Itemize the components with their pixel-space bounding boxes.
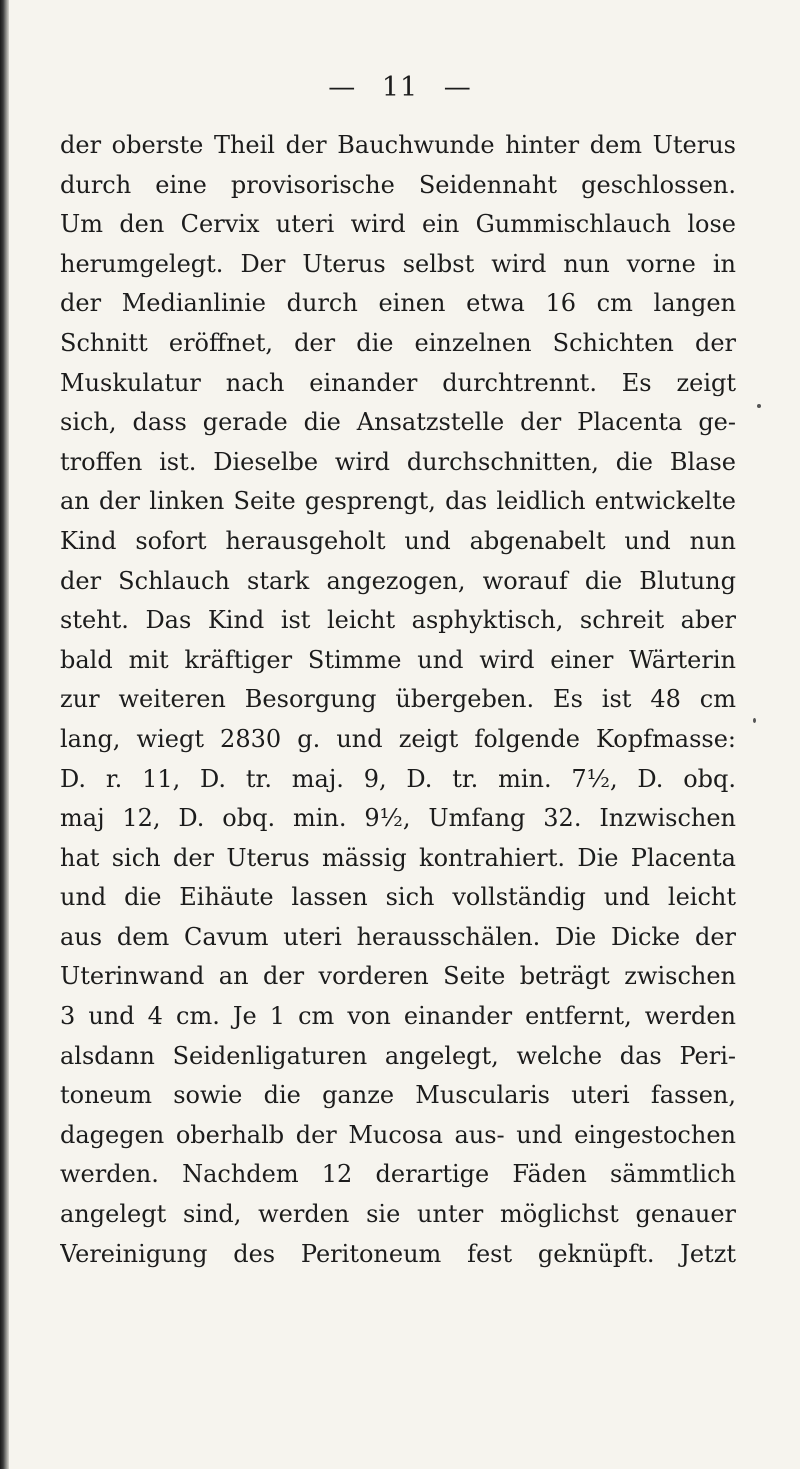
text-line: troffen ist. Dieselbe wird durchschnitten, die Blase — [60, 447, 736, 476]
text-line: hat sich der Uterus mässig kontrahiert. Die Placenta — [60, 843, 736, 872]
text-line: 3 und 4 cm. Je 1 cm von einander entfernt, werden — [60, 1002, 736, 1031]
page-number: 11 — [381, 72, 419, 103]
header-dash-left: — — [328, 72, 357, 103]
text-line: Kind sofort herausgeholt und abgenabelt und nun — [60, 526, 736, 555]
text-line: der Medianlinie durch einen etwa 16 cm langen — [60, 289, 736, 318]
text-line: maj 12, D. obq. min. 9½, Umfang 32. Inzwischen — [60, 804, 736, 833]
header-dash-right: — — [443, 72, 472, 103]
text-line: aus dem Cavum uteri herausschälen. Die Dicke der — [60, 922, 736, 951]
body-text — [60, 126, 736, 1274]
text-line: zur weiteren Besorgung übergeben. Es ist 48 cm — [60, 685, 736, 714]
text-line: steht. Das Kind ist leicht asphyktisch, schreit aber — [60, 606, 736, 635]
text-line: dagegen oberhalb der Mucosa aus- und eingestochen — [60, 1120, 736, 1149]
print-speck — [753, 718, 756, 723]
text-line: an der linken Seite gesprengt, das leidlich entwickelte — [60, 487, 736, 516]
print-speck — [757, 404, 761, 408]
text-line: angelegt sind, werden sie unter möglichst genauer — [60, 1200, 736, 1229]
text-line: herumgelegt. Der Uterus selbst wird nun vorne in — [60, 249, 736, 278]
text-line: lang, wiegt 2830 g. und zeigt folgende Kopfmasse: — [60, 724, 736, 753]
text-line: alsdann Seidenligaturen angelegt, welche das Peri- — [60, 1041, 736, 1070]
text-line: und die Eihäute lassen sich vollständig und leicht — [60, 883, 736, 912]
text-line: sich, dass gerade die Ansatzstelle der Placenta ge- — [60, 408, 736, 437]
text-line: Uterinwand an der vorderen Seite beträgt zwischen — [60, 962, 736, 991]
text-line: Vereinigung des Peritoneum fest geknüpft. Jetzt — [60, 1239, 736, 1268]
text-line: Muskulatur nach einander durchtrennt. Es zeigt — [60, 368, 736, 397]
text-line: der Schlauch stark angezogen, worauf die Blutung — [60, 566, 736, 595]
page-binding-edge — [0, 0, 9, 1469]
text-line: D. r. 11, D. tr. maj. 9, D. tr. min. 7½, D. obq. — [60, 764, 736, 793]
text-line: Schnitt eröffnet, der die einzelnen Schichten der — [60, 328, 736, 357]
page-header — [0, 72, 800, 103]
text-line: der oberste Theil der Bauchwunde hinter dem Uterus — [60, 131, 736, 159]
text-line: werden. Nachdem 12 derartige Fäden sämmtlich — [60, 1160, 736, 1189]
text-line: Um den Cervix uteri wird ein Gummischlauch lose — [60, 210, 736, 239]
text-line: bald mit kräftiger Stimme und wird einer Wärterin — [60, 645, 736, 674]
text-line: toneum sowie die ganze Muscularis uteri fassen, — [60, 1081, 736, 1110]
text-line: durch eine provisorische Seidennaht geschlossen. — [60, 170, 736, 199]
